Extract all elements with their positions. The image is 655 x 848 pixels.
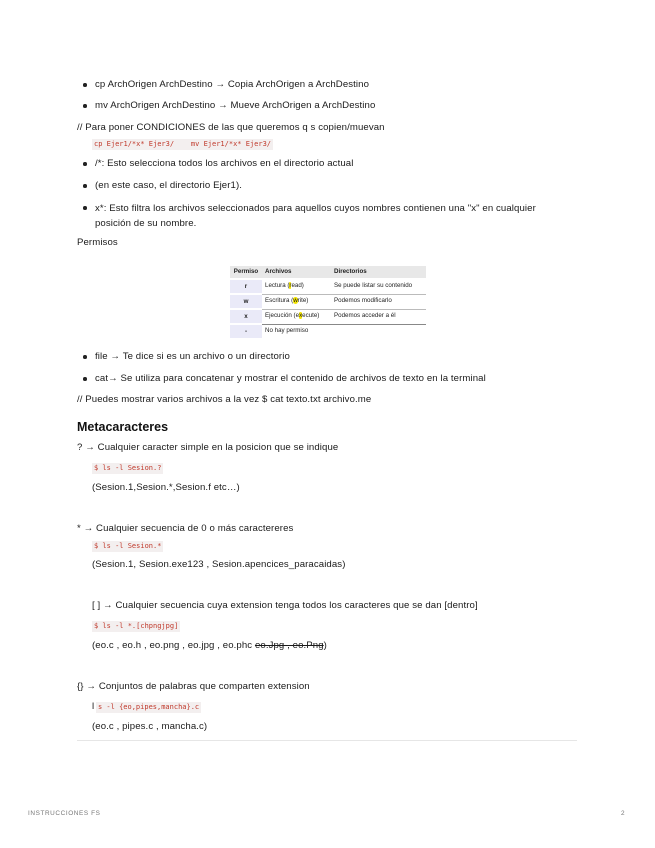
meta-question-example: (Sesion.1,Sesion.*,Sesion.f etc…) [92,482,240,493]
file-permission: No hay permiso [265,327,309,334]
table-header-cell: Permiso [233,268,259,275]
file-permission [265,297,308,305]
file-permission-text: rite) [297,297,309,304]
conditions-code: cp Ejer1/*x* Ejer3/ mv Ejer1/*x* Ejer3/ [94,140,272,148]
footer-title: INSTRUCCIONES FS [28,810,101,817]
explain-case: (en este caso, el directorio Ejer1). [95,180,243,191]
dir-permission: Se puede listar su contenido [334,282,413,289]
bullet-dot [83,104,87,108]
meta-brackets-code: $ ls -l *.[chpngjpg] [94,622,179,630]
bullet-cp: cp ArchOrigen ArchDestino → Copia ArchOrigen a ArchDestino [95,79,370,90]
permisos-label: Permisos [77,237,118,248]
bullet-dot [83,355,87,359]
meta-brackets-line: [ ] → Cualquier secuencia cuya extension tenga todos los caracteres que se dan [dentro] [92,600,478,611]
meta-question-line: ? → Cualquier caracter simple en la posicion que se indique [77,442,339,453]
conditions-comment: // Para poner CONDICIONES de las que queremos q s copien/muevan [77,122,385,133]
file-permission-text: ecute) [302,312,320,319]
file-permission [265,282,304,290]
example-text: (eo.c , eo.h , eo.png , eo.jpg , eo.phc [92,640,255,651]
file-permission-text: Lectura ( [265,282,290,289]
table-row [230,325,426,338]
bullet-dot [83,83,87,87]
meta-question-code: $ ls -l Sesion.? [94,464,162,472]
dir-permission: Podemos modificarlo [334,297,392,304]
explain-x-star: x*: Esto filtra los archivos seleccionados para aquellos cuyos nombres contienen una "x" en cualquier posición de su nombre. [95,203,536,229]
file-permission [265,312,319,320]
table-header-row [230,266,426,278]
meta-braces-prefix: l [92,701,95,712]
table-row [230,280,426,293]
meta-star-code: $ ls -l Sesion.* [94,542,162,550]
bullet-file: file → Te dice si es un archivo o un directorio [95,351,290,362]
permission-symbol: - [230,325,262,338]
table-row [230,295,426,308]
highlighted-letter: x [299,312,303,319]
bullet-mv: mv ArchOrigen ArchDestino → Mueve ArchOrigen a ArchDestino [95,100,376,111]
meta-braces-code: s -l {eo,pipes,mancha}.c [98,703,200,711]
explain-slash-star: /*: Esto selecciona todos los archivos en el directorio actual [95,158,354,169]
section-divider [77,740,577,741]
example-text: ) [323,640,327,651]
bullet-dot [83,206,87,210]
highlighted-letter: w [293,297,298,304]
highlighted-letter: r [289,282,292,289]
permission-symbol: x [230,310,262,323]
permission-symbol: r [230,280,262,293]
section-heading: Metacaracteres [77,420,169,434]
file-permission-text: Ejecución (e [265,312,300,319]
meta-braces-example: (eo.c , pipes.c , mancha.c) [92,721,208,732]
dir-permission: Podemos acceder a él [334,312,396,319]
meta-star-line: * → Cualquier secuencia de 0 o más caractereres [77,523,294,534]
table-header-cell: Archivos [265,268,292,275]
file-permission-text: Escritura ( [265,297,294,304]
table-row [230,310,426,323]
page-number: 2 [621,810,626,817]
meta-star-example: (Sesion.1, Sesion.exe123 , Sesion.apencices_paracaidas) [92,559,346,570]
meta-brackets-example [92,640,327,652]
cat-comment: // Puedes mostrar varios archivos a la vez $ cat texto.txt archivo.me [77,394,372,405]
example-strikethrough: eo.Jpg , eo.Png [254,640,324,651]
bullet-dot [83,162,87,166]
bullet-dot [83,377,87,381]
file-permission-text: ead) [291,282,304,289]
table-header-cell: Directorios [334,268,367,275]
bullet-cat: cat→ Se utiliza para concatenar y mostrar el contenido de archivos de texto en la terminal [95,373,486,384]
bullet-dot [83,184,87,188]
meta-braces-line: {} → Conjuntos de palabras que comparten extension [77,681,310,692]
permission-symbol: w [230,295,262,308]
